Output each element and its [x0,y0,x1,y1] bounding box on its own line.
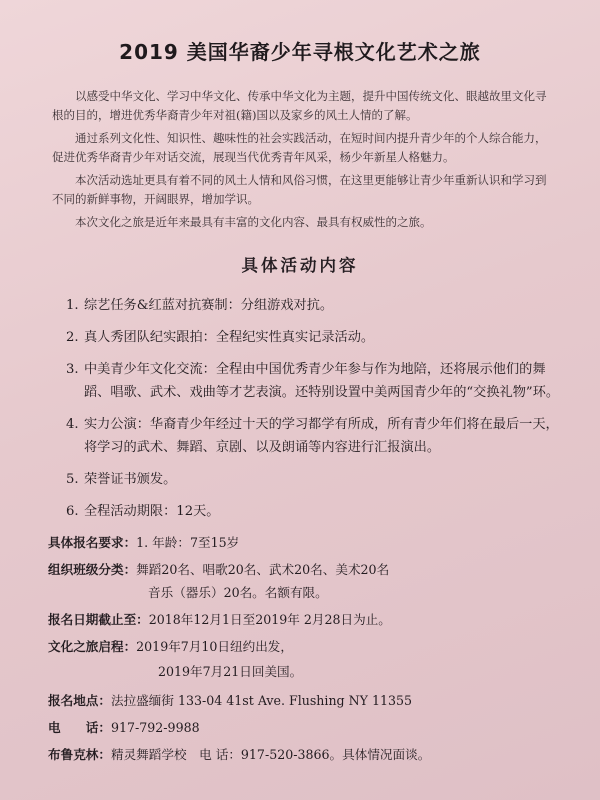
item-number: 1. [66,298,79,313]
intro-paragraph: 通过系列文化性、知识性、趣味性的社会实践活动，在短时间内提升青少年的个人综合能力，促进优秀华裔青少年对话交流，展现当代优秀青年风采，杨少年新星人格魅力。 [52,131,547,164]
item-text: 中美青少年文化交流：全程由中国优秀青少年参与作为地陪，还将展示他们的舞蹈、唱歌、武术、戏曲等才艺表演。还特别设置中美两国青少年的“交换礼物”环。 [84,362,560,400]
deadline-row [48,609,560,630]
phone-value: 917-792-9988 [110,720,200,735]
section-title: 具体活动内容 [241,256,359,275]
requirement-row [48,532,560,553]
item-text: 真人秀团队纪实跟拍：全程纪实性真实记录活动。 [84,330,375,345]
list-item [66,500,560,523]
trip-label: 文化之旅启程： [48,639,137,654]
deadline-value: 2018年12月1日至2019年 2月28日为止。 [148,612,391,627]
location-row [48,690,560,711]
class-label: 组织班级分类： [48,562,137,577]
class-value: 舞蹈20名、唱歌20名、武术20名、美术20名 [136,562,390,577]
list-item [66,294,560,317]
requirement-value: 1. 年龄：7至15岁 [136,535,240,550]
list-item [66,468,560,491]
location-label: 报名地点： [48,693,111,708]
trip-value: 2019年7月10日纽约出发， [136,639,293,654]
deadline-label: 报名日期截止至： [48,612,149,627]
brooklyn-row [48,744,560,765]
brooklyn-label: 布鲁克林： [48,747,111,762]
trip-value-continued: 2019年7月21日回美国。 [158,664,303,679]
list-item [66,358,560,404]
intro-paragraph: 本次活动选址更具有着不同的风土人情和风俗习惯，在这里更能够让青少年重新认识和学习到不同的新鲜事物，开阔眼界，增加学识。 [52,173,547,206]
item-number: 3. [66,362,79,377]
phone-label: 电 话： [48,720,111,735]
location-value: 法拉盛缅街 133-04 41st Ave. Flushing NY 11355 [110,693,413,708]
page-title: 2019 美国华裔少年寻根文化艺术之旅 [119,40,481,64]
item-text: 实力公演：华裔青少年经过十天的学习都学有所成，所有青少年们将在最后一天，将学习的武术、舞蹈、京剧、以及朗诵等内容进行汇报演出。 [84,417,559,455]
item-text: 荣誉证书颁发。 [84,472,177,487]
requirement-label: 具体报名要求： [48,535,137,550]
brooklyn-value: 精灵舞蹈学校 电 话：917-520-3866。具体情况面谈。 [110,747,431,762]
item-number: 6. [66,504,79,519]
item-text: 全程活动期限：12天。 [84,504,220,519]
list-item [66,413,560,459]
class-row [48,559,560,580]
intro-paragraph: 以感受中华文化、学习中华文化、传承中华文化为主题，提升中国传统文化、眼越故里文化寻根的目的，增进优秀华裔青少年对祖(籍)国以及家乡的风土人情的了解。 [52,89,547,122]
intro-section [40,87,560,232]
list-item [66,326,560,349]
class-value-continued: 音乐（器乐）20名。名额有限。 [148,585,328,600]
item-text: 综艺任务&红蓝对抗赛制：分组游戏对抗。 [84,298,334,313]
item-number: 4. [66,417,79,432]
intro-paragraph: 本次文化之旅是近年来最具有丰富的文化内容、最具有权威性的之旅。 [75,215,432,229]
trip-row [48,636,560,657]
activity-list [66,294,560,523]
item-number: 2. [66,330,79,345]
registration-info [48,532,560,765]
item-number: 5. [66,472,79,487]
phone-row [48,717,560,738]
